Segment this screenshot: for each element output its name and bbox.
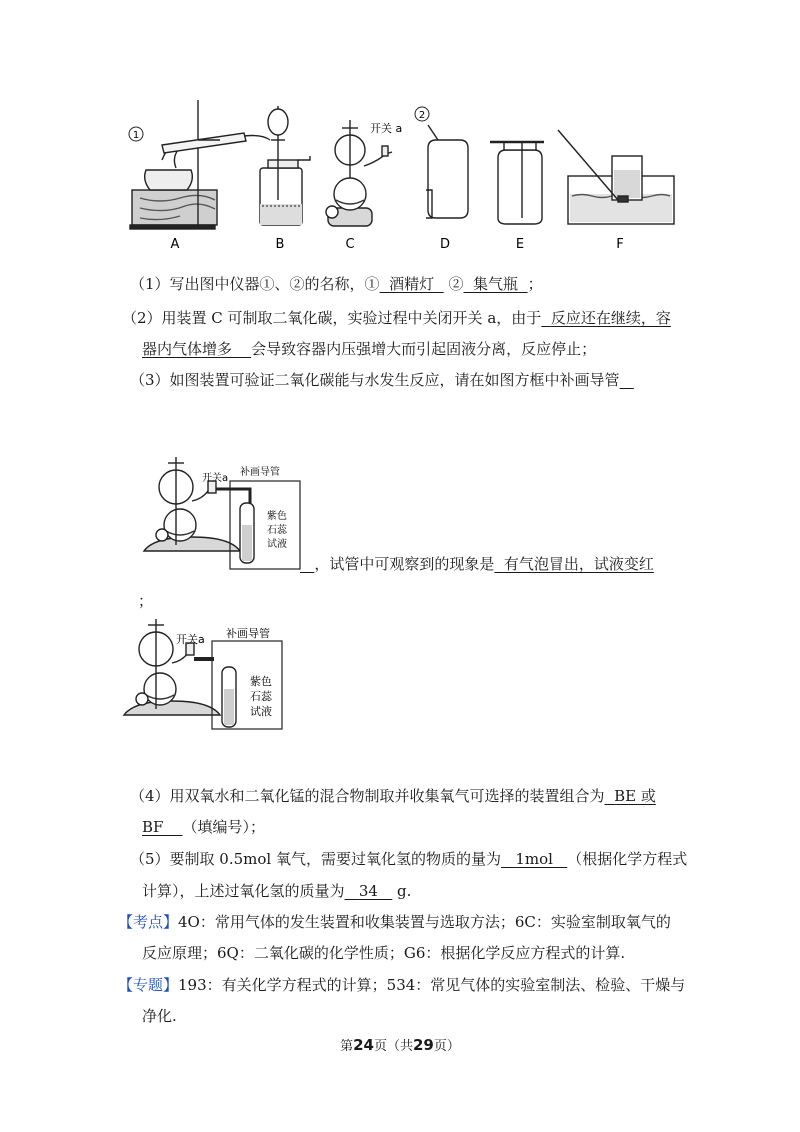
kaodian-line-1	[118, 911, 671, 933]
q4-answer-part1: BE 或	[614, 787, 656, 805]
marker-1-label: 1	[132, 130, 140, 141]
q5-suffix: g.	[397, 882, 412, 900]
zhuanti-line-1	[118, 974, 685, 996]
q3-semicolon: ；	[138, 592, 154, 610]
q2-answer-part2: 器内气体增多	[142, 340, 233, 358]
page-footer: 第24页（共29页）	[340, 1036, 460, 1054]
zhuanti-line-2: 净化.	[142, 1007, 177, 1025]
litmus-3-fig2: 试液	[250, 705, 272, 718]
page-total: 29	[413, 1036, 434, 1054]
apparatus-d	[426, 125, 468, 218]
litmus-2-fig2: 石蕊	[250, 690, 272, 703]
q1-answer-2: 集气瓶	[473, 275, 519, 293]
page-number: 24	[353, 1036, 374, 1054]
q1-answer-1: 酒精灯	[389, 275, 435, 293]
switch-label-fig1: 开关a	[202, 473, 229, 484]
q5-answer-2: 34	[358, 882, 378, 900]
q5-answer-1: 1mol	[515, 850, 553, 868]
tube-figure-answer	[140, 455, 310, 575]
q4-line-1	[130, 785, 656, 807]
apparatus-f	[558, 130, 674, 224]
label-f: F	[616, 237, 624, 250]
q5-line-1	[130, 848, 687, 870]
kaodian-text-1: 4O：常用气体的发生装置和收集装置与选取方法；6C：实验室制取氧气的	[178, 913, 671, 931]
q1-prefix: （1）写出图中仪器①、②的名称，①	[130, 275, 380, 293]
q4-prefix: （4）用双氧水和二氧化锰的混合物制取并收集氧气可选择的装置组合为	[130, 787, 605, 805]
q4-suffix: （填编号）；	[182, 818, 266, 836]
q3-line-2	[300, 553, 654, 575]
label-b: B	[275, 237, 285, 250]
q5-line-2	[142, 880, 411, 902]
q1-mid: ②	[448, 275, 464, 293]
zhuanti-tag: 【专题】	[118, 976, 179, 994]
zhuanti-text-1: 193：有关化学方程式的计算；534：常见气体的实验室制法、检验、干燥与	[178, 976, 686, 994]
q4-answer-part2: BF	[142, 818, 164, 836]
litmus-1-fig1: 紫色	[267, 511, 287, 522]
q2-answer-part1: 反应还在继续，容	[550, 309, 671, 327]
apparatus-e	[490, 142, 544, 224]
q5-prefix: （5）要制取 0.5mol 氧气，需要过氧化氢的物质的量为	[130, 850, 501, 868]
q4-line-2	[142, 816, 265, 838]
q3-observe-text: ，试管中可观察到的现象是	[314, 555, 495, 573]
q5-prefix-2: 计算），上述过氧化氢的质量为	[142, 882, 345, 900]
apparatus-figure	[120, 90, 680, 250]
label-d: D	[439, 237, 451, 250]
litmus-2-fig1: 石蕊	[267, 525, 287, 536]
switch-label-fig2: 开关a	[176, 633, 205, 646]
q2-line-1	[122, 307, 671, 329]
box-title-fig1: 补画导管	[240, 467, 280, 478]
q1-suffix: ；	[527, 275, 543, 293]
apparatus-b	[260, 106, 310, 225]
marker-2-label: 2	[418, 110, 426, 121]
litmus-3-fig1: 试液	[267, 539, 287, 550]
label-c: C	[345, 237, 355, 250]
q5-mid: （根据化学方程式	[567, 850, 688, 868]
switch-label-top: 开关 a	[370, 122, 403, 135]
q1-line	[130, 273, 543, 295]
apparatus-c	[326, 120, 392, 226]
label-a: A	[170, 237, 180, 250]
litmus-1-fig2: 紫色	[250, 675, 272, 688]
q2-line-2	[142, 338, 596, 360]
q2-prefix: （2）用装置 C 可制取二氧化碳，实验过程中关闭开关 a，由于	[122, 309, 542, 327]
apparatus-a	[130, 100, 270, 229]
kaodian-line-2: 反应原理；6Q：二氧化碳的化学性质；G6：根据化学反应方程式的计算.	[142, 944, 626, 962]
q3-line-1	[130, 369, 634, 391]
kaodian-tag: 【考点】	[118, 913, 179, 931]
q3-text: （3）如图装置可验证二氧化碳能与水发生反应，请在如图方框中补画导管	[130, 371, 620, 389]
tube-figure-blank	[120, 615, 290, 735]
label-e: E	[515, 237, 525, 250]
q3-answer: 有气泡冒出，试液变红	[503, 555, 654, 573]
q2-suffix: 会导致容器内压强增大而引起固液分离，反应停止；	[251, 340, 597, 358]
box-title-fig2: 补画导管	[226, 627, 270, 640]
